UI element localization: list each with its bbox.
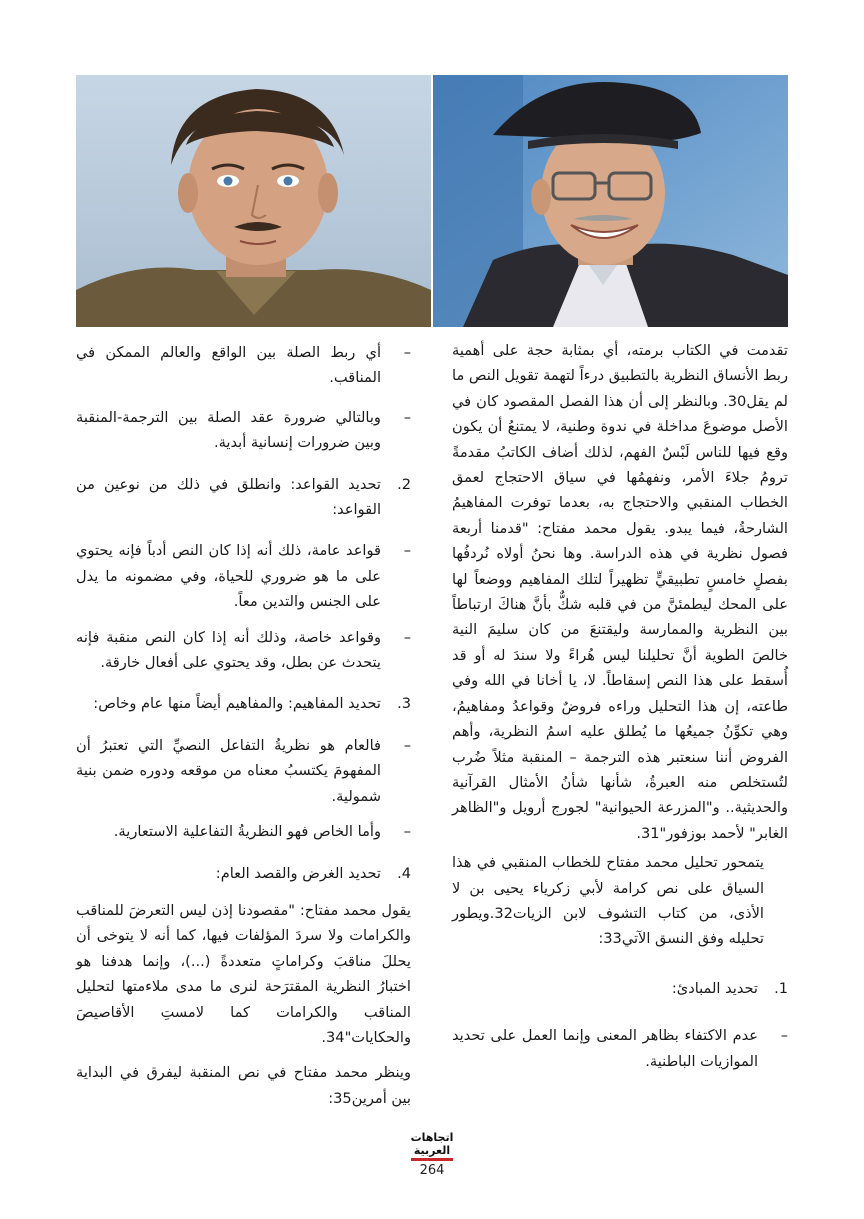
list-text: تحديد المفاهيم: والمفاهيم أيضاً منها عام وخاص: [93, 695, 381, 713]
numbered-heading [76, 472, 411, 523]
logo-line-2: العربية [413, 1144, 451, 1157]
bullet-item: – أي ربط الصلة بين الواقع والعالم الممكن في المناقب. [76, 340, 411, 391]
left-text-column [76, 340, 411, 1111]
numbered-heading [76, 861, 411, 886]
author-photo-right [433, 75, 788, 327]
right-text-column [452, 338, 788, 1074]
list-number: 3. [397, 695, 411, 713]
body-paragraph: وينظر محمد مفتاح في نص المنقبة ليفرق في البداية بين أمرين35: [76, 1064, 411, 1107]
bullet-item: – عدم الاكتفاء بظاهر المعنى وإنما العمل على تحديد الموازيات الباطنية. [452, 1023, 788, 1074]
bullet-item: – فالعام هو نظريةُ التفاعل النصيِّ التي تعتبرُ أن المفهومَ يكتسبُ معناه من موقعه ودوره ضمن بنية شمولية. [76, 733, 411, 809]
magazine-logo [409, 1127, 455, 1163]
bullet-item: – وقواعد خاصة، وذلك أنه إذا كان النص منقبة فإنه يتحدث عن بطل، وقد يحتوي على أفعال خارقة. [76, 625, 411, 676]
body-paragraph: يتمحور تحليل محمد مفتاح للخطاب المنقبي في هذا السياق على نص كرامة لأبي زكرياء يحيى بن لا الأذى، من كتاب التشوف لابن الزيات32.ويطور تحليله وفق النسق الآتي33: [452, 854, 764, 948]
list-text: تحديد القواعد: وانطلق في ذلك من نوعين من القواعد: [76, 475, 381, 519]
page-number: 264 [419, 1163, 445, 1178]
list-number: 1. [774, 979, 788, 997]
bullet-item: – قواعد عامة، ذلك أنه إذا كان النص أدباً فإنه يحتوي على ما هو ضروري للحياة، وفي مضمونه ما يدل على الجنس والتدين معاً. [76, 538, 411, 614]
logo-line-1: اتجاهات [410, 1131, 454, 1144]
magazine-logo-icon [409, 1127, 455, 1163]
list-text: تحديد الغرض والقصد العام: [215, 864, 381, 882]
list-text: تحديد المبادئ: [671, 979, 758, 997]
portrait-mustache-man-image [76, 75, 431, 327]
list-number: 2. [397, 475, 411, 493]
list-number: 4. [397, 864, 411, 882]
body-paragraph: يقول محمد مفتاح: "مقصودنا إذن ليس التعرضَ للمناقب والكرامات ولا سردَ المؤلفات فيها، كما أنه لا يتوخى أن يحللَ مناقبَ وكراماتٍ متعددةً (...)، وإنما هدفنا هو اختبارُ النظرية المقترَحة لنرى ما مدى ملاءمتها لتحليل المناقب والكرامات كما لامستِ الأقاصيصَ والحكايات"34. [76, 901, 411, 1046]
body-paragraph: تقدمت في الكتاب برمته، أي بمثابة حجة على أهمية ربط الأنساق النظرية بالتطبيق درءاً لتهمة تقويل النص ما لم يقل30. وبالنظر إلى أن هذا الفصل المقصود كان في الأصل موضوعَ مداخلة في ندوة وطنية، لا يمتنعُ أن يكون وقع فيها للناس لَبْسٌ الفهم، لذلك أضاف الكاتبُ مقدمةً ترومُ جلاءَ الأمر، ونفهمُها في سياق الاحتجاج لعمق الخطاب المنقبي والاحتجاج به، بعدما توفرت المفاهيمُ الشارحةُ، فيما يبدو. يقول محمد مفتاح: "قدمنا أربعة فصول نظرية في هذه الدراسة. وها نحنُ أولاه نُردفُها بفصلٍ خامسٍ تطبيقيٍّ تظهيراً لتلك المفاهيم ووضعاً لها على المحك ليطمئنَّ من في قلبه شكٌّ بأنَّ هناكَ ارتباطاً بين النظرية والممارسة وليقتنعَ من كان سليمَ النية خالصَ الطوية أنَّ تحليلنا ليس هُراءً ولا سندَ له أو قد أُسقط على هذا النص إسقاطاً. لا، يا أخانا في الله وفي طاعته، إن هذا التحليل وراءه فروضٌ وقواعدُ ومفاهيمُ، وهي تكوِّنُ جميعُها ما يُطلق عليه اسمُ النظرية، وأهم الفروض أننا سنعتبر هذه الترجمة – المنقبة مثلاً ضُرب لتُستخلص منه العبرةُ، شأنها شأنُ الأمثال القرآنية والحديثية.. و"المزرعة الحيوانية" لجورج أرويل و"الظاهر الغابر" لأحمد بوزفور"31. [452, 342, 788, 842]
author-photo-left [76, 75, 431, 327]
numbered-heading [76, 691, 411, 716]
bullet-item: – وأما الخاص فهو النظريةُ التفاعلية الاستعارية. [76, 819, 411, 844]
numbered-heading [452, 976, 788, 1001]
portrait-beret-man-image [433, 75, 788, 327]
bullet-item: – وبالتالي ضرورة عقد الصلة بين الترجمة-المنقبة وبين ضرورات إنسانية أبدية. [76, 405, 411, 456]
